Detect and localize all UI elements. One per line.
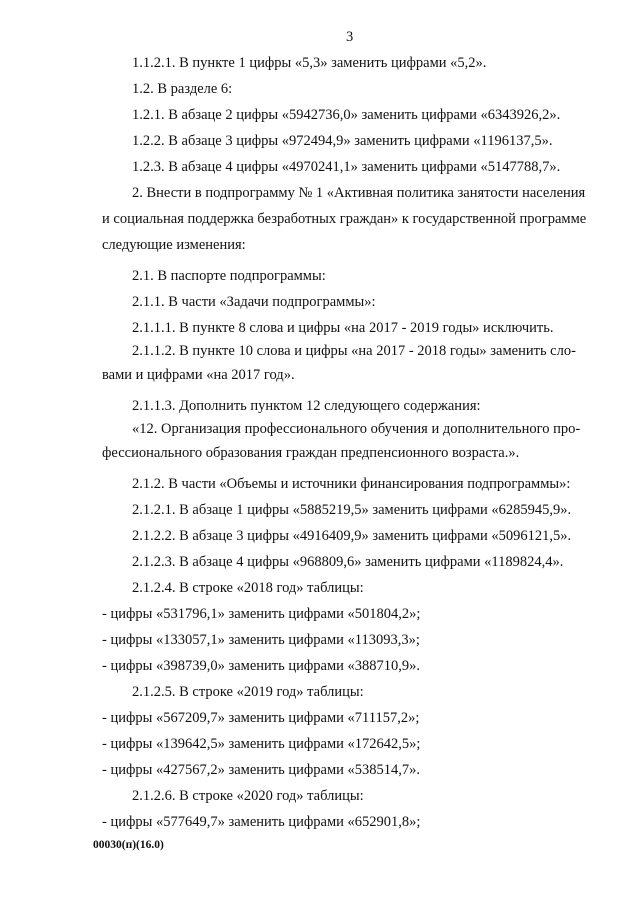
page-number: 3 bbox=[346, 29, 354, 45]
text-line: 2.1.2. В части «Объемы и источники финансирования подпрограммы»: bbox=[132, 476, 571, 492]
text-line: 2.1.2.5. В строке «2019 год» таблицы: bbox=[132, 684, 364, 700]
text-line: 2.1. В паспорте подпрограммы: bbox=[132, 268, 326, 284]
text-line: 2.1.2.2. В абзаце 3 цифры «4916409,9» заменить цифрами «5096121,5». bbox=[132, 528, 572, 544]
text-line: 1.2. В разделе 6: bbox=[132, 81, 233, 97]
text-line: 2.1.2.6. В строке «2020 год» таблицы: bbox=[132, 788, 364, 804]
text-line: - цифры «577649,7» заменить цифрами «652901,8»; bbox=[102, 814, 421, 830]
text-line: и социальная поддержка безработных граждан» к государственной программе bbox=[102, 211, 587, 227]
text-line: - цифры «139642,5» заменить цифрами «172642,5»; bbox=[102, 736, 421, 752]
document-body bbox=[102, 50, 602, 835]
text-line: 1.2.2. В абзаце 3 цифры «972494,9» заменить цифрами «1196137,5». bbox=[132, 133, 553, 149]
document-code: 00030(п)(16.0) bbox=[93, 839, 164, 851]
text-line: 2.1.1.2. В пункте 10 слова и цифры «на 2017 - 2018 годы» заменить сло- bbox=[132, 343, 576, 359]
text-line: следующие изменения: bbox=[102, 237, 246, 253]
text-line: 2.1.1. В части «Задачи подпрограммы»: bbox=[132, 294, 376, 310]
text-line: 1.2.1. В абзаце 2 цифры «5942736,0» заменить цифрами «6343926,2». bbox=[132, 107, 561, 123]
text-line: 1.1.2.1. В пункте 1 цифры «5,3» заменить цифрами «5,2». bbox=[132, 55, 487, 71]
text-line: 2.1.2.4. В строке «2018 год» таблицы: bbox=[132, 580, 364, 596]
text-line: фессионального образования граждан предпенсионного возраста.». bbox=[102, 445, 520, 461]
text-line: - цифры «427567,2» заменить цифрами «538514,7». bbox=[102, 762, 421, 778]
text-line: вами и цифрами «на 2017 год». bbox=[102, 367, 295, 383]
text-line: 2.1.1.1. В пункте 8 слова и цифры «на 2017 - 2019 годы» исключить. bbox=[132, 320, 554, 336]
text-line: 2.1.2.1. В абзаце 1 цифры «5885219,5» заменить цифрами «6285945,9». bbox=[132, 502, 572, 518]
text-line: 1.2.3. В абзаце 4 цифры «4970241,1» заменить цифрами «5147788,7». bbox=[132, 159, 561, 175]
text-line: 2.1.2.3. В абзаце 4 цифры «968809,6» заменить цифрами «1189824,4». bbox=[132, 554, 564, 570]
text-line: 2. Внести в подпрограмму № 1 «Активная политика занятости населения bbox=[132, 185, 586, 201]
text-line: «12. Организация профессионального обучения и дополнительного про- bbox=[132, 421, 581, 437]
text-line: - цифры «398739,0» заменить цифрами «388710,9». bbox=[102, 658, 421, 674]
text-line: - цифры «531796,1» заменить цифрами «501804,2»; bbox=[102, 606, 421, 622]
text-line: 2.1.1.3. Дополнить пунктом 12 следующего содержания: bbox=[132, 398, 481, 414]
text-line: - цифры «133057,1» заменить цифрами «113093,3»; bbox=[102, 632, 420, 648]
text-line: - цифры «567209,7» заменить цифрами «711157,2»; bbox=[102, 710, 420, 726]
